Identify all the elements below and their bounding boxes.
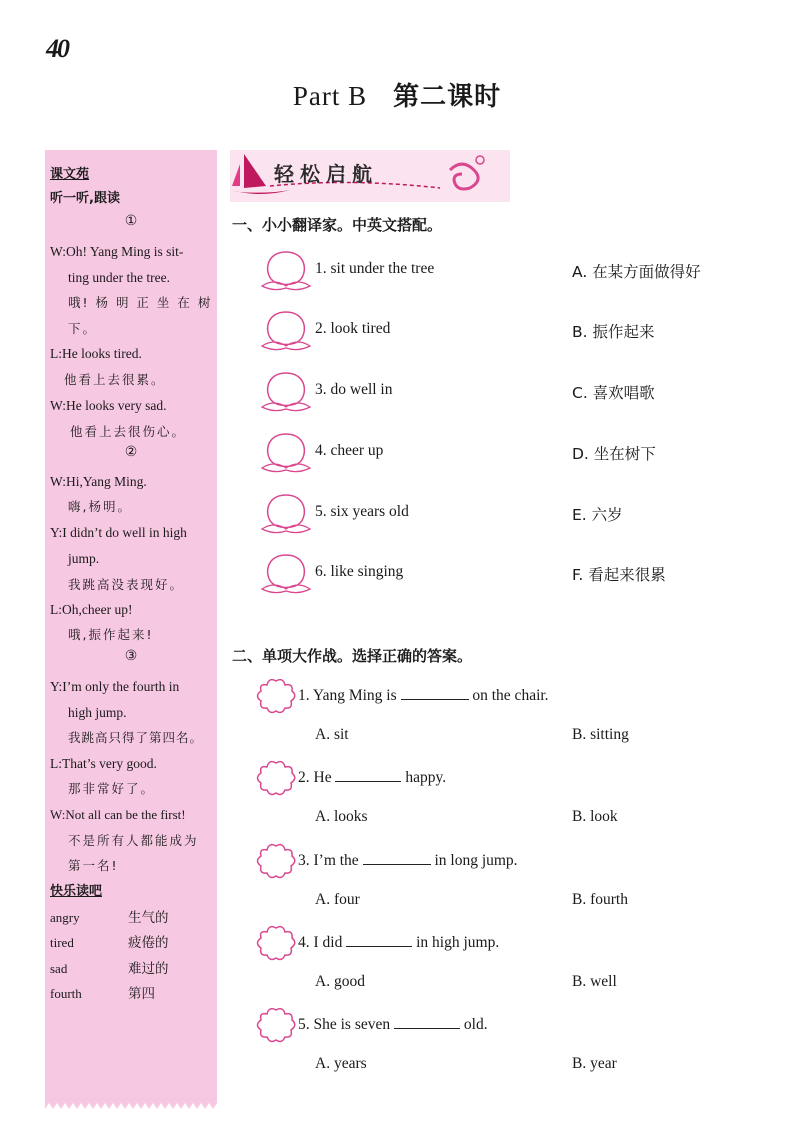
sidebar-line: jump.	[68, 551, 100, 566]
answer-blank[interactable]	[346, 932, 412, 947]
sidebar-line: L:That’s very good.	[50, 756, 157, 771]
peach-icon	[258, 308, 314, 352]
option-b[interactable]: B. year	[572, 1055, 617, 1072]
peach-icon	[258, 430, 314, 474]
part-label: Part B	[292, 81, 368, 111]
question-5-stem: 5. She is seven	[298, 1016, 391, 1033]
sidebar-line: 哦,振作起来!	[68, 627, 154, 642]
match-right-e: E. 六岁	[572, 506, 623, 524]
question-4	[298, 932, 499, 952]
sidebar-heading-happy-reading: 快乐读吧	[50, 884, 103, 899]
sidebar-line: W:Hi,Yang Ming.	[50, 474, 147, 489]
question-1-stem: 1. Yang Ming is	[298, 687, 397, 704]
peach-icon	[258, 369, 314, 413]
sidebar-line: Y:I’m only the fourth in	[50, 679, 180, 694]
sidebar-line: W:Oh! Yang Ming is sit-	[50, 244, 184, 259]
flower-icon	[256, 760, 296, 796]
sidebar-line: W:Not all can be the first!	[50, 807, 186, 822]
question-2-stem: 2. He	[298, 769, 332, 786]
match-left-2: 2. look tired	[315, 320, 391, 337]
match-right-a: A. 在某方面做得好	[572, 263, 701, 281]
match-right-d: D. 坐在树下	[572, 445, 656, 463]
vocab-word: tired	[50, 935, 74, 950]
match-right-f: F. 看起来很累	[572, 566, 666, 584]
sidebar-heading-listen: 听一听,跟读	[50, 191, 120, 206]
sidebar-heading-text-garden: 课文苑	[50, 167, 90, 182]
option-a[interactable]: A. looks	[315, 808, 368, 825]
question-1-tail: on the chair.	[472, 687, 549, 704]
sidebar-line: 第一名!	[68, 858, 119, 873]
question-2	[298, 767, 446, 787]
page-number: 40	[46, 34, 68, 63]
vocab-word: sad	[50, 961, 68, 976]
flower-icon	[256, 1007, 296, 1043]
answer-blank[interactable]	[394, 1014, 460, 1029]
sidebar-line: 下。	[68, 321, 98, 336]
sidebar-line: ting under the tree.	[68, 270, 170, 285]
flower-icon	[256, 678, 296, 714]
flower-icon	[256, 925, 296, 961]
option-a[interactable]: A. years	[315, 1055, 367, 1072]
option-b[interactable]: B. well	[572, 973, 617, 990]
question-3-stem: 3. I’m the	[298, 852, 359, 869]
dialog-number-3: ③	[124, 649, 138, 664]
vocab-word: fourth	[50, 986, 82, 1001]
page-title	[0, 76, 794, 113]
question-5	[298, 1014, 488, 1034]
answer-blank[interactable]	[335, 767, 401, 782]
option-a[interactable]: A. good	[315, 973, 365, 990]
peach-icon	[258, 551, 314, 595]
section1-title: 一、小小翻译家。中英文搭配。	[232, 216, 443, 234]
option-b[interactable]: B. sitting	[572, 726, 629, 743]
sidebar-line: 那非常好了。	[68, 781, 156, 796]
match-left-1: 1. sit under the tree	[315, 260, 435, 277]
banner-title: 轻松启航	[274, 162, 378, 186]
question-5-tail: old.	[463, 1016, 488, 1033]
question-1	[298, 685, 549, 705]
sidebar-line: 嗨,杨明。	[68, 499, 132, 514]
sidebar-line: Y:I didn’t do well in high	[50, 525, 187, 540]
sidebar-line: 他看上去很累。	[64, 372, 166, 387]
sidebar-line: 不是所有人都能成为	[68, 833, 199, 848]
question-4-tail: in high jump.	[416, 934, 500, 951]
option-b[interactable]: B. fourth	[572, 891, 628, 908]
section2-title: 二、单项大作战。选择正确的答案。	[232, 647, 473, 665]
option-a[interactable]: A. four	[315, 891, 360, 908]
flower-icon	[256, 843, 296, 879]
vocab-meaning: 生气的	[128, 910, 169, 926]
vocab-meaning: 难过的	[128, 961, 169, 977]
sidebar-line: L:He looks tired.	[50, 346, 142, 361]
dialog-number-1: ①	[124, 214, 138, 229]
question-4-stem: 4. I did	[298, 934, 343, 951]
question-3	[298, 850, 518, 870]
option-b[interactable]: B. look	[572, 808, 618, 825]
sidebar-line: W:He looks very sad.	[50, 398, 167, 413]
question-3-tail: in long jump.	[434, 852, 518, 869]
answer-blank[interactable]	[401, 685, 469, 700]
sidebar-line: 哦! 杨 明 正 坐 在 树	[68, 295, 213, 310]
sidebar-line: 我跳高只得了第四名。	[68, 730, 204, 745]
sidebar-line: L:Oh,cheer up!	[50, 602, 133, 617]
match-right-c: C. 喜欢唱歌	[572, 384, 655, 402]
dialog-number-2: ②	[124, 445, 138, 460]
sidebar-line: 我跳高没表现好。	[68, 577, 185, 592]
vocab-meaning: 疲倦的	[128, 935, 169, 951]
match-left-4: 4. cheer up	[315, 442, 384, 459]
answer-blank[interactable]	[363, 850, 431, 865]
match-left-3: 3. do well in	[315, 381, 393, 398]
question-2-tail: happy.	[405, 769, 447, 786]
peach-icon	[258, 248, 314, 292]
option-a[interactable]: A. sit	[315, 726, 349, 743]
sidebar-line: high jump.	[68, 705, 127, 720]
vocab-meaning: 第四	[128, 986, 155, 1002]
peach-icon	[258, 491, 314, 535]
match-right-b: B. 振作起来	[572, 323, 655, 341]
match-left-5: 5. six years old	[315, 503, 409, 520]
sidebar-line: 他看上去很伤心。	[70, 424, 187, 439]
vocab-word: angry	[50, 910, 80, 925]
lesson-label: 第二课时	[393, 82, 502, 112]
match-left-6: 6. like singing	[315, 563, 404, 580]
sidebar-zigzag-edge	[45, 1097, 217, 1111]
